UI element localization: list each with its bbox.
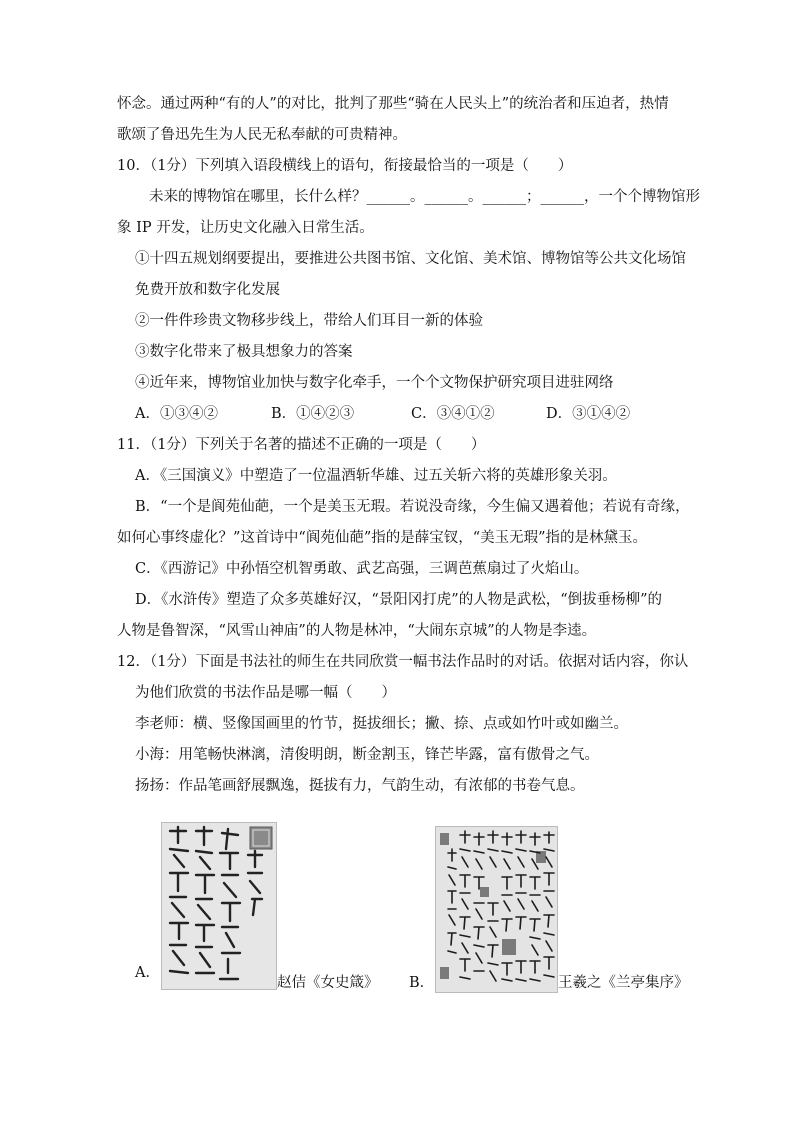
q10-item-1b: 免费开放和数字化发展 — [135, 282, 280, 298]
q10-option-a: A．①③④② — [135, 406, 218, 422]
q10-passage-line-2: 象 IP 开发，让历史文化融入日常生活。 — [117, 220, 374, 236]
intro-line-2: 歌颂了鲁迅先生为人民无私奉献的可贵精神。 — [117, 127, 407, 143]
q10-options — [0, 404, 794, 424]
q12-option-b-label: B． — [409, 975, 435, 991]
q12-stem-line-1: 12．（1分）下面是书法社的师生在共同欣赏一幅书法作品时的对话。依据对话内容，你认 — [117, 654, 689, 670]
q11-option-d-line-2: 人物是鲁智深，“风雪山神庙”的人物是林冲，“大闹东京城”的人物是李逵。 — [117, 623, 597, 639]
q11-option-a: A．《三国演义》中塑造了一位温酒斩华雄、过五关斩六将的英雄形象关羽。 — [135, 468, 617, 484]
q12-dialogue-xiaohai: 小海：用笔畅快淋漓，清俊明朗，断金割玉，锋芒毕露，富有傲骨之气。 — [135, 747, 599, 763]
q11-option-b-line-1: B．“一个是阆苑仙葩，一个是美玉无瑕。若说没奇缘，今生偏又遇着他；若说有奇缘， — [135, 499, 690, 515]
calligraphy-b-strokes — [436, 827, 558, 993]
q10-option-c: C．③④①② — [411, 406, 495, 422]
q10-stem: 10．（1分）下列填入语段横线上的语句，衔接最恰当的一项是（ ） — [117, 158, 573, 174]
calligraphy-image-a — [161, 822, 277, 990]
q10-item-3: ③数字化带来了极具想象力的答案 — [135, 344, 353, 360]
q11-stem: 11．（1分）下列关于名著的描述不正确的一项是（ ） — [117, 437, 486, 453]
q10-item-2: ②一件件珍贵文物移步线上，带给人们耳目一新的体验 — [135, 313, 483, 329]
q10-passage-line-1: 未来的博物馆在哪里，长什么样？______。______。______；______，一个个博物馆形 — [149, 189, 700, 205]
q12-option-b-caption: 王羲之《兰亭集序》 — [558, 975, 689, 991]
q12-option-a-label: A． — [135, 965, 160, 981]
calligraphy-a-strokes — [162, 823, 277, 990]
q11-option-b-line-2: 如何心事终虚化？”这首诗中“阆苑仙葩”指的是薛宝钗，“美玉无瑕”指的是林黛玉。 — [117, 530, 648, 546]
q10-option-d: D．③①④② — [546, 406, 631, 422]
calligraphy-image-b — [435, 826, 558, 993]
q12-stem-line-2: 为他们欣赏的书法作品是哪一幅（ ） — [135, 685, 396, 701]
q10-item-4: ④近年来，博物馆业加快与数字化牵手，一个个文物保护研究项目进驻网络 — [135, 375, 614, 391]
q11-option-d-line-1: D．《水浒传》塑造了众多英雄好汉，“景阳冈打虎”的人物是武松，“倒拔垂杨柳”的 — [135, 592, 663, 608]
q12-option-a-caption: 赵佶《女史箴》 — [277, 975, 379, 991]
intro-line-1: 怀念。通过两种“有的人”的对比，批判了那些“骑在人民头上”的统治者和压迫者，热情 — [117, 96, 669, 112]
q11-option-c: C．《西游记》中孙悟空机智勇敢、武艺高强，三调芭蕉扇过了火焰山。 — [135, 561, 589, 577]
q12-dialogue-li: 李老师：横、竖像国画里的竹节，挺拔细长；撇、捺、点或如竹叶或如幽兰。 — [135, 716, 628, 732]
q12-dialogue-yangyang: 扬扬：作品笔画舒展飘逸，挺拔有力，气韵生动，有浓郁的书卷气息。 — [135, 778, 585, 794]
q10-option-b: B．①④②③ — [271, 406, 355, 422]
q10-item-1a: ①十四五规划纲要提出，要推进公共图书馆、文化馆、美术馆、博物馆等公共文化场馆 — [135, 251, 686, 267]
